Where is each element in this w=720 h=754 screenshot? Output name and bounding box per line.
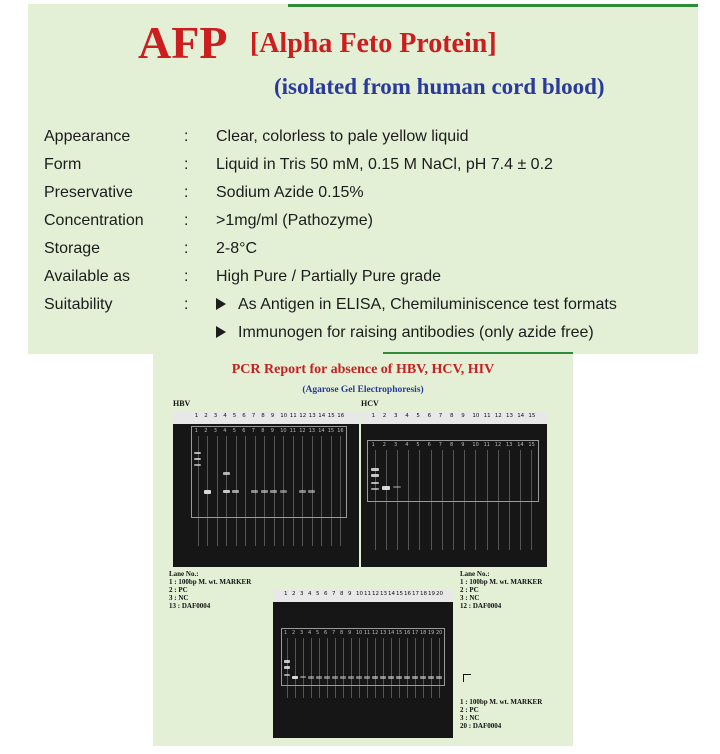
- gel-well-label: 1: [371, 442, 375, 448]
- gel-band: [396, 676, 402, 679]
- gel-hcv: [361, 412, 547, 567]
- pcr-top-rule: [383, 352, 573, 354]
- gel-lane-number: 10: [472, 413, 480, 419]
- spec-row-available: [44, 264, 694, 292]
- gel-band: [393, 486, 401, 488]
- gel-lane-number: 2: [204, 413, 208, 419]
- gel-band: [388, 676, 394, 679]
- gel-well-label: 19: [428, 630, 435, 636]
- gel-well-label: 10: [356, 630, 363, 636]
- gel-well-label: 14: [388, 630, 395, 636]
- gel-band: [270, 490, 277, 493]
- gel-well-label: 9: [461, 442, 465, 448]
- gel-lane-number: 7: [438, 413, 443, 419]
- gel-well-label: 12: [299, 428, 306, 434]
- gel-frame: [191, 426, 347, 518]
- gel-label-hbv: HBV: [173, 399, 191, 408]
- spec-value: Liquid in Tris 50 mM, 0.15 M NaCl, pH 7.4 ± 0.2: [216, 156, 553, 173]
- legend-entry: 2 : PC: [169, 586, 188, 594]
- gel-well-label: 7: [438, 442, 442, 448]
- gel-band: [204, 490, 211, 494]
- product-full-name: [Alpha Feto Protein]: [249, 28, 497, 59]
- gel-legend-hcv: [460, 570, 542, 610]
- gel-band: [261, 490, 268, 493]
- gel-lane-number: 7: [332, 591, 336, 597]
- gel-lane-number: 10: [280, 413, 288, 419]
- arrow-bullet-icon: [216, 326, 226, 338]
- gel-band: [194, 464, 201, 466]
- gel-well-label: 11: [289, 428, 297, 434]
- gel-lane-number: 16: [404, 591, 411, 597]
- gel-lane-number: 1: [194, 413, 199, 419]
- gel-well-label: 9: [348, 630, 352, 636]
- legend-entry: 3 : NC: [460, 594, 480, 602]
- gel-well-label: 16: [404, 630, 411, 636]
- gel-lane-number: 15: [396, 591, 403, 597]
- legend-entry: 3 : NC: [169, 594, 189, 602]
- pcr-report-image: [153, 352, 573, 746]
- gel-lane-number: 11: [483, 413, 491, 419]
- gel-lane-number: 8: [450, 413, 454, 419]
- gel-well-label: 12: [372, 630, 379, 636]
- legend-entry: 1 : 100bp M. wt. MARKER: [460, 698, 543, 706]
- spec-label: Concentration: [44, 212, 144, 229]
- gel-well-label: 17: [412, 630, 419, 636]
- gel-band: [251, 490, 258, 493]
- legend-entry: 2 : PC: [460, 706, 479, 714]
- spec-row-storage: [44, 236, 694, 264]
- spec-row-preservative: [44, 180, 694, 208]
- pcr-subtitle: (Agarose Gel Electrophoresis): [302, 385, 424, 395]
- gel-well-label: 7: [332, 630, 336, 636]
- gel-well-label: 1: [194, 428, 198, 434]
- spec-row-concentration: [44, 208, 694, 236]
- gel-lane-number: 12: [494, 413, 502, 419]
- gel-well-label: 5: [232, 428, 236, 434]
- gel-well-label: 3: [300, 630, 304, 636]
- gel-lane-number: 1: [284, 591, 288, 597]
- gel-lane-number: 6: [427, 413, 432, 419]
- gel-lane-number: 8: [340, 591, 344, 597]
- product-abbr: AFP: [138, 17, 228, 68]
- gel-label-hcv: HCV: [361, 399, 379, 408]
- gel-well-label: 13: [506, 442, 513, 448]
- gel-band: [299, 490, 306, 493]
- gel-well-label: 9: [270, 428, 274, 434]
- gel-lane-number: 15: [327, 413, 335, 419]
- gel-lane-number: 5: [232, 413, 237, 419]
- gel-well-label: 16: [337, 428, 344, 434]
- gel-well-label: 12: [494, 442, 502, 448]
- gel-band: [371, 488, 379, 490]
- gel-well-label: 5: [316, 630, 320, 636]
- gel-well-label: 11: [483, 442, 490, 448]
- gel-well-label: 7: [251, 428, 255, 434]
- gel-band: [371, 468, 379, 471]
- gel-lane-number: 5: [416, 413, 420, 419]
- gel-lane-number: 6: [242, 413, 246, 419]
- gel-lane-number: 2: [292, 591, 296, 597]
- legend-entry: 13 : DAF0004: [169, 602, 211, 610]
- legend-title: Lane No.:: [169, 570, 199, 578]
- gel-band: [420, 676, 426, 679]
- spec-row-suitability: [44, 292, 694, 350]
- gel-frame: [367, 440, 539, 502]
- spec-label: Storage: [44, 240, 101, 257]
- gel-band: [292, 676, 298, 679]
- gel-band: [412, 676, 418, 679]
- gel-lane-number: 1: [371, 413, 376, 419]
- gel-lane-number: 4: [223, 413, 227, 419]
- spec-value: 2-8°C: [216, 240, 258, 257]
- spec-label: Preservative: [44, 184, 133, 201]
- gel-lane-number: 15: [528, 413, 536, 419]
- gel-lane-number: 3: [300, 591, 304, 597]
- gel-band: [316, 676, 322, 679]
- gel-well-label: 14: [517, 442, 524, 448]
- gel-lane-number: 10: [356, 591, 363, 597]
- spec-value: >1mg/ml (Pathozyme): [216, 212, 373, 229]
- gel-well-label: 15: [396, 630, 403, 636]
- gel-lane-number: 6: [324, 591, 328, 597]
- gel-band: [382, 486, 390, 490]
- gel-well-label: 6: [242, 428, 246, 434]
- gel-well-label: 2: [292, 630, 296, 636]
- gel-lane-number: 14: [318, 413, 326, 419]
- spec-colon: :: [184, 240, 189, 257]
- gel-lane-number: 16: [337, 413, 345, 419]
- gel-lane-number: 3: [394, 413, 398, 419]
- gel-well-label: 6: [427, 442, 431, 448]
- gel-well-label: 4: [223, 428, 227, 434]
- gel-lane-number: 14: [388, 591, 395, 597]
- gel-lane-number: 20: [436, 591, 443, 597]
- gel-well-label: 11: [364, 630, 371, 636]
- gel-band: [223, 472, 230, 475]
- gel-hiv: [273, 590, 453, 738]
- gel-well-label: 3: [213, 428, 217, 434]
- card-top-rule: [288, 4, 698, 7]
- suitability-item: [216, 296, 617, 314]
- gel-well-label: 15: [528, 442, 535, 448]
- gel-band: [308, 490, 315, 493]
- gel-lane-number: 12: [299, 413, 307, 419]
- gel-band: [284, 674, 290, 676]
- gel-band: [372, 676, 378, 679]
- gel-band: [284, 660, 290, 663]
- legend-entry: 20 : DAF0004: [460, 722, 502, 730]
- gel-band: [356, 676, 362, 679]
- gel-band: [371, 482, 379, 484]
- gel-well-label: 13: [308, 428, 316, 434]
- gel-lane-number: 9: [270, 413, 275, 419]
- arrow-bullet-icon: [216, 298, 226, 310]
- gel-band: [436, 676, 442, 679]
- gel-well-label: 8: [450, 442, 454, 448]
- gel-lane-number: 19: [428, 591, 435, 597]
- gel-well-label: 2: [382, 442, 386, 448]
- gel-lane-header: [361, 412, 547, 424]
- gel-band: [280, 490, 287, 493]
- gel-lane-number: 12: [372, 591, 379, 597]
- gel-lane-number: 8: [261, 413, 265, 419]
- gel-band: [371, 474, 379, 477]
- spec-value: Sodium Azide 0.15%: [216, 184, 364, 201]
- gel-lane-number: 13: [380, 591, 387, 597]
- gel-band: [332, 676, 338, 679]
- gel-well-label: 15: [327, 428, 335, 434]
- spec-label: Available as: [44, 268, 130, 285]
- gel-band: [340, 676, 346, 679]
- gel-well-label: 1: [284, 630, 288, 636]
- spec-colon: :: [184, 128, 189, 145]
- legend-entry: 2 : PC: [460, 586, 479, 594]
- gel-lane-number: 5: [316, 591, 320, 597]
- gel-lane-number: 2: [382, 413, 387, 419]
- gel-lane-number: 4: [405, 413, 409, 419]
- spec-value: High Pure / Partially Pure grade: [216, 268, 441, 285]
- gel-legend-hiv: [460, 698, 542, 730]
- gel-legend-hbv: [169, 570, 251, 610]
- spec-label: Form: [44, 156, 82, 173]
- gel-well-label: 10: [280, 428, 287, 434]
- spec-value: Clear, colorless to pale yellow liquid: [216, 128, 469, 145]
- gel-lane-number: 17: [412, 591, 419, 597]
- spec-colon: :: [184, 268, 189, 285]
- gel-lane-number: 3: [213, 413, 218, 419]
- gel-band: [348, 676, 354, 679]
- gel-band: [194, 452, 201, 454]
- gel-well-label: 4: [405, 442, 409, 448]
- gel-lane-number: 9: [461, 413, 465, 419]
- gel-band: [194, 458, 201, 460]
- gel-well-label: 4: [308, 630, 312, 636]
- gel-lane-number: 9: [348, 591, 352, 597]
- gel-band: [324, 676, 330, 679]
- gel-band: [308, 676, 314, 679]
- spec-colon: :: [184, 296, 189, 313]
- gel-lane-header: [273, 590, 453, 602]
- legend-entry: 12 : DAF0004: [460, 602, 502, 610]
- gel-lane-number: 11: [289, 413, 297, 419]
- gel-lane-number: 13: [308, 413, 316, 419]
- spec-row-appearance: [44, 124, 694, 152]
- legend-entry: 3 : NC: [460, 714, 480, 722]
- gel-well-label: 10: [472, 442, 479, 448]
- gel-well-label: 2: [204, 428, 208, 434]
- pcr-title: PCR Report for absence of HBV, HCV, HIV: [231, 362, 495, 377]
- gel-well-label: 5: [416, 442, 420, 448]
- gel-well-label: 13: [380, 630, 387, 636]
- gel-band: [223, 490, 230, 493]
- gel-lane-number: 13: [506, 413, 513, 419]
- gel-lane-number: 4: [308, 591, 312, 597]
- gel-lane-number: 18: [420, 591, 427, 597]
- spec-row-form: [44, 152, 694, 180]
- gel-band: [364, 676, 370, 679]
- gel-well-label: 20: [436, 630, 443, 636]
- gel-band: [404, 676, 410, 679]
- suitability-text: As Antigen in ELISA, Chemiluminiscence test formats: [238, 296, 617, 313]
- legend-entry: 1 : 100bp M. wt. MARKER: [169, 578, 252, 586]
- gel-hbv: [173, 412, 359, 567]
- legend-entry: 1 : 100bp M. wt. MARKER: [460, 578, 543, 586]
- gel-band: [428, 676, 434, 679]
- gel-band: [232, 490, 239, 493]
- gel-well-label: 6: [324, 630, 328, 636]
- gel-lane-header: [173, 412, 359, 424]
- gel-well-label: 8: [261, 428, 265, 434]
- gel-lane-number: 11: [364, 591, 371, 597]
- gel-band: [284, 666, 290, 669]
- gel-well-label: 8: [340, 630, 344, 636]
- spec-table: [44, 124, 694, 350]
- spec-label: Appearance: [44, 128, 131, 145]
- spec-label: Suitability: [44, 296, 113, 313]
- gel-well-label: 3: [394, 442, 398, 448]
- suitability-text: Immunogen for raising antibodies (only azide free): [238, 324, 594, 341]
- legend-title: Lane No.:: [460, 570, 490, 578]
- spec-colon: :: [184, 156, 189, 173]
- gel-lane-number: 14: [517, 413, 525, 419]
- product-card: [28, 4, 698, 354]
- product-source: (isolated from human cord blood): [274, 74, 605, 99]
- product-title: [138, 16, 497, 69]
- gel-well-label: 18: [420, 630, 427, 636]
- corner-arrow-icon: [463, 674, 471, 682]
- suitability-item: [216, 324, 594, 342]
- spec-colon: :: [184, 212, 189, 229]
- gel-band: [380, 676, 386, 679]
- gel-band: [300, 676, 306, 678]
- gel-well-label: 14: [318, 428, 325, 434]
- gel-lane-number: 7: [251, 413, 256, 419]
- spec-colon: :: [184, 184, 189, 201]
